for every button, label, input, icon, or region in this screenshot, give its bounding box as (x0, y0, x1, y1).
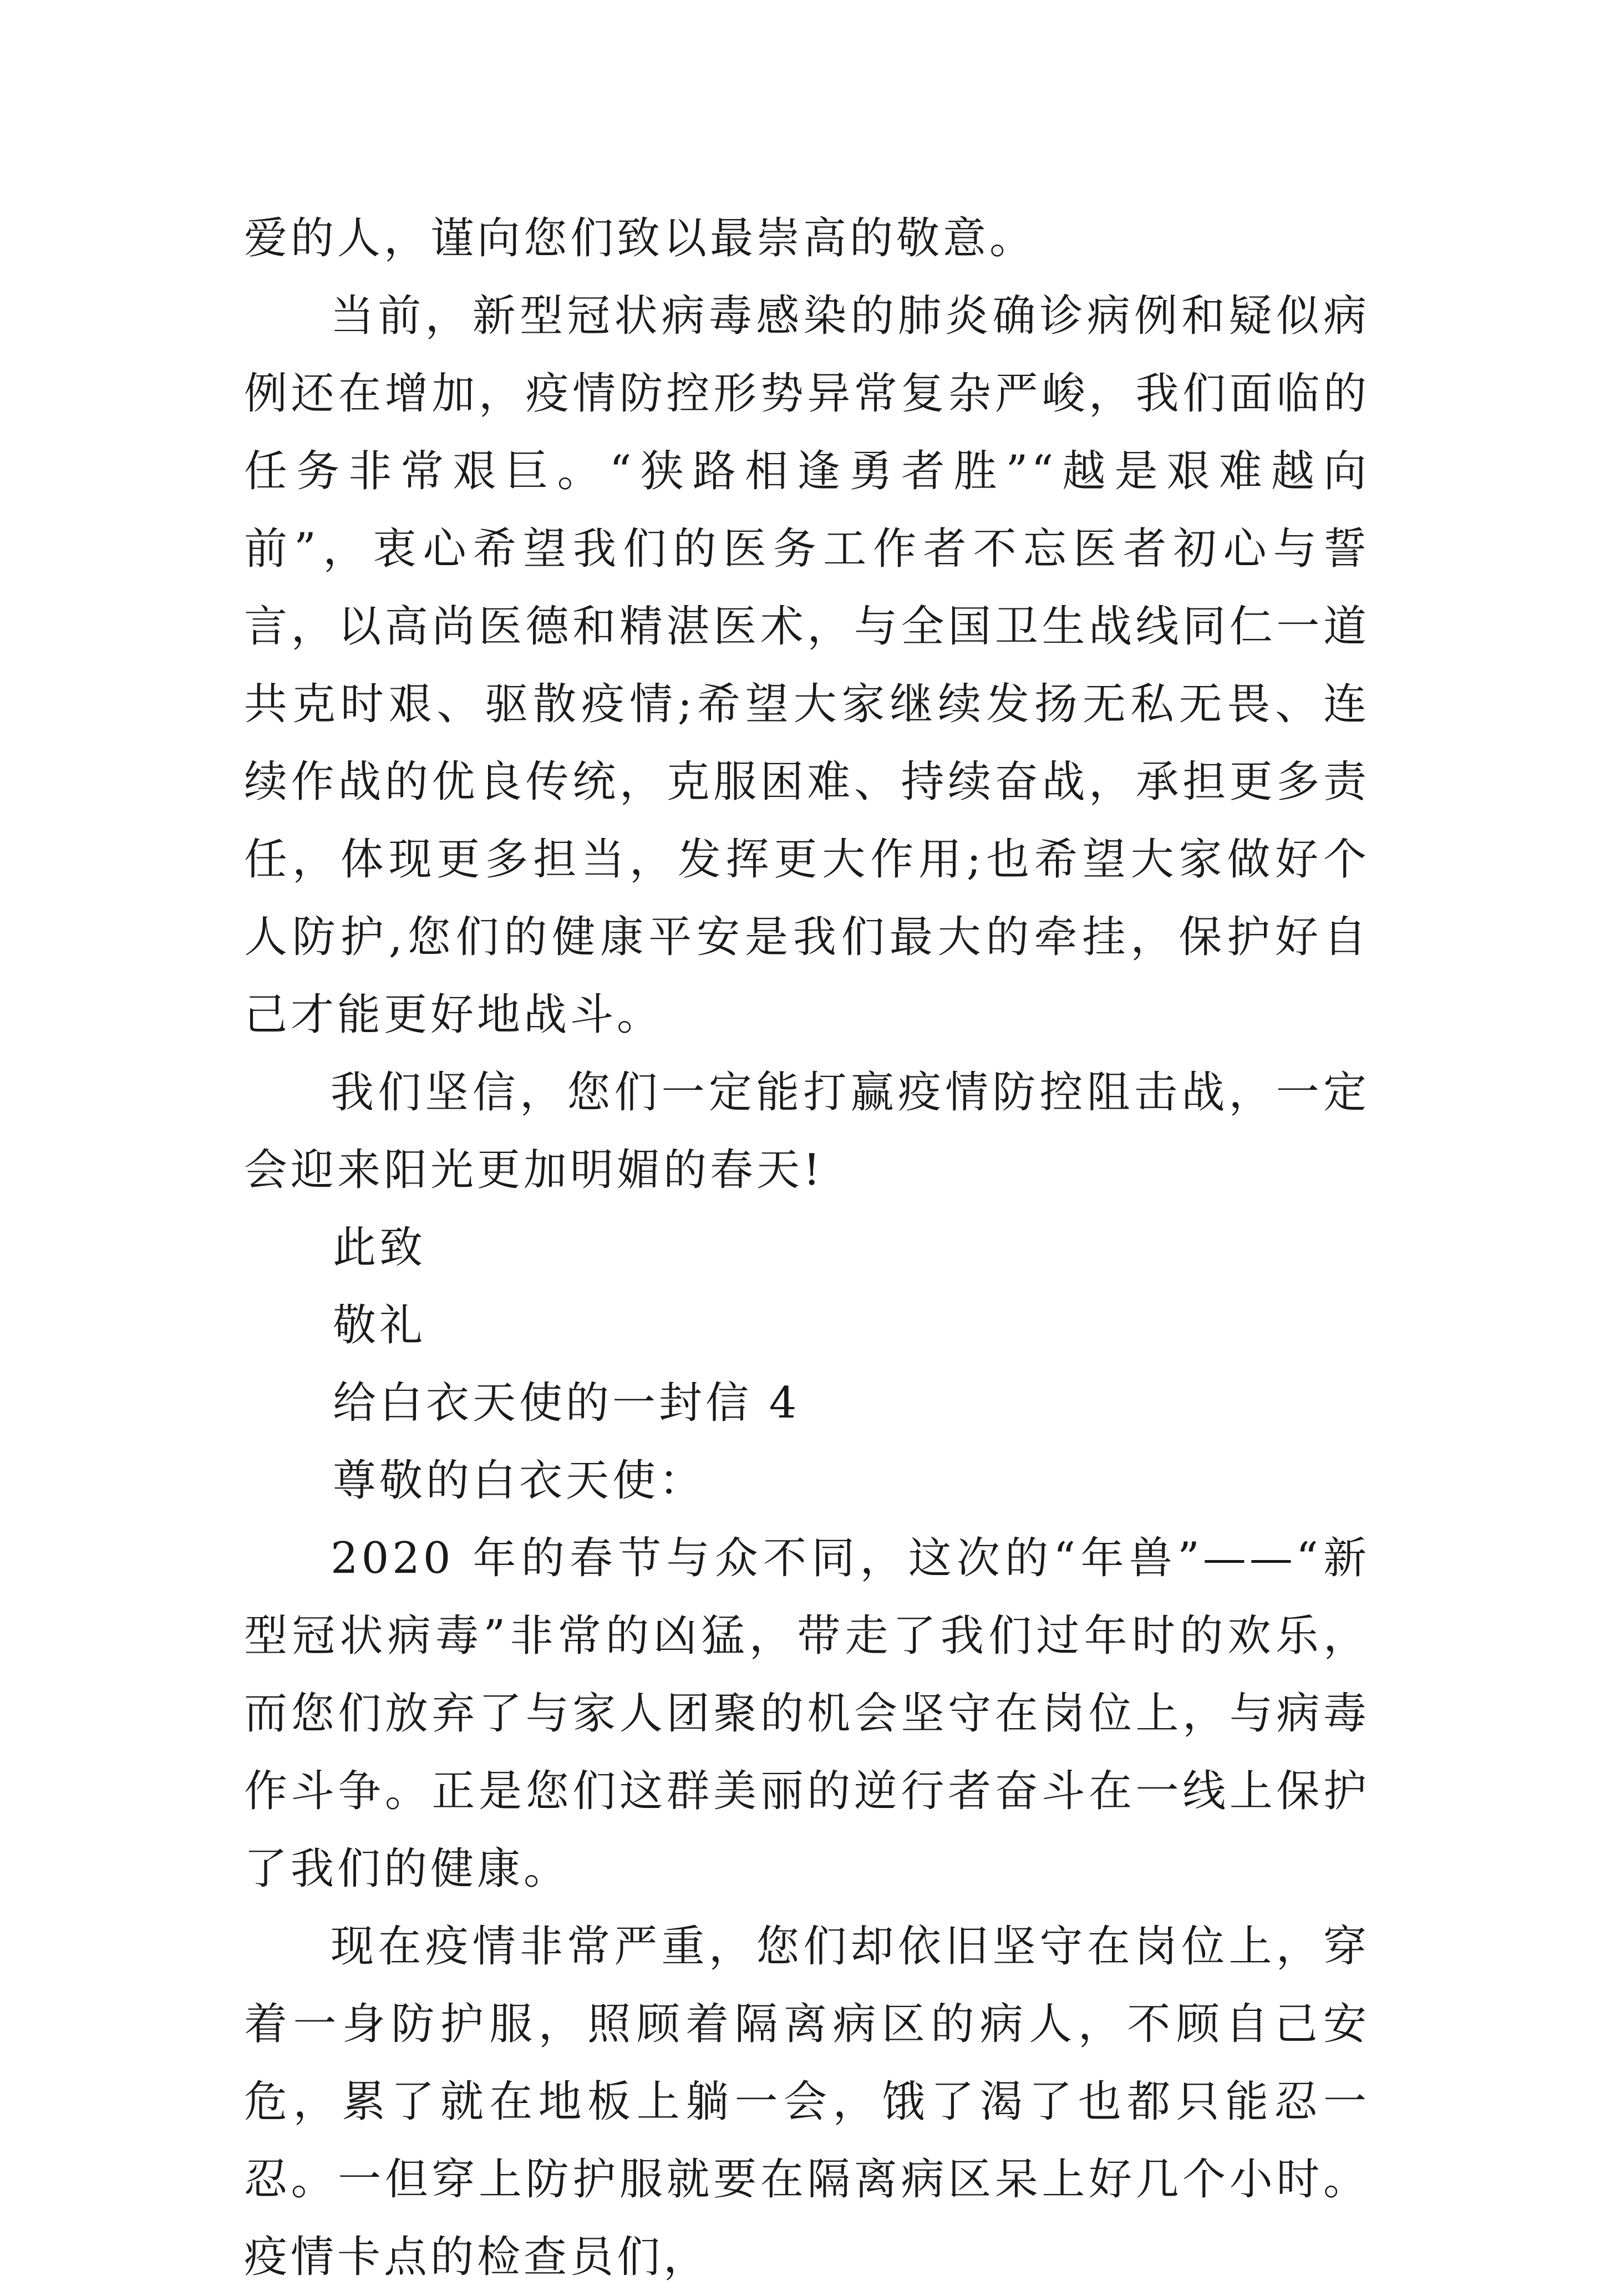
paragraph-belief: 我们坚信，您们一定能打赢疫情防控阻击战，一定会迎来阳光更加明媚的春天! (244, 1068, 1370, 1195)
letter-title: 给白衣天使的一封信 4 (333, 1378, 800, 1428)
paragraph-closing-respect: 爱的人，谨向您们致以最崇高的敬意。 (244, 214, 1037, 263)
salutation-cizhi: 此致 (333, 1223, 426, 1273)
paragraph-current-situation: 当前，新型冠状病毒感染的肺炎确诊病例和疑似病例还在增加，疫情防控形势异常复杂严峻，我们面临的任务非常艰巨。“狭路相逢勇者胜”“越是艰难越向前”，衷心希望我们的医务工作者不忘医者初心与誓言，以高尚医德和精湛医术，与全国卫生战线同仁一道共克时艰、驱散疫情;希望大家继续发扬无私无畏、连续作战的优良传统，克服困难、持续奋战，承担更多责任，体现更多担当，发挥更大作用;也希望大家做好个人防护,您们的健康平安是我们最大的牵挂，保护好自己才能更好地战斗。 (244, 291, 1370, 1040)
paragraph-frontline: 现在疫情非常严重，您们却依旧坚守在岗位上，穿着一身防护服，照顾着隔离病区的病人，不顾自己安危，累了就在地板上躺一会，饿了渴了也都只能忍一忍。一但穿上防护服就要在隔离病区呆上好几个小时。疫情卡点的检查员们， (244, 1922, 1370, 2282)
letter-greeting: 尊敬的白衣天使： (333, 1456, 706, 1506)
letter-body (244, 200, 1370, 2296)
paragraph-spring-festival: 2020 年的春节与众不同，这次的“年兽”——“新型冠状病毒”非常的凶猛，带走了我们过年时的欢乐，而您们放弃了与家人团聚的机会坚守在岗位上，与病毒作斗争。正是您们这群美丽的逆行者奋斗在一线上保护了我们的健康。 (244, 1533, 1370, 1894)
salutation-jingli: 敬礼 (333, 1301, 426, 1350)
